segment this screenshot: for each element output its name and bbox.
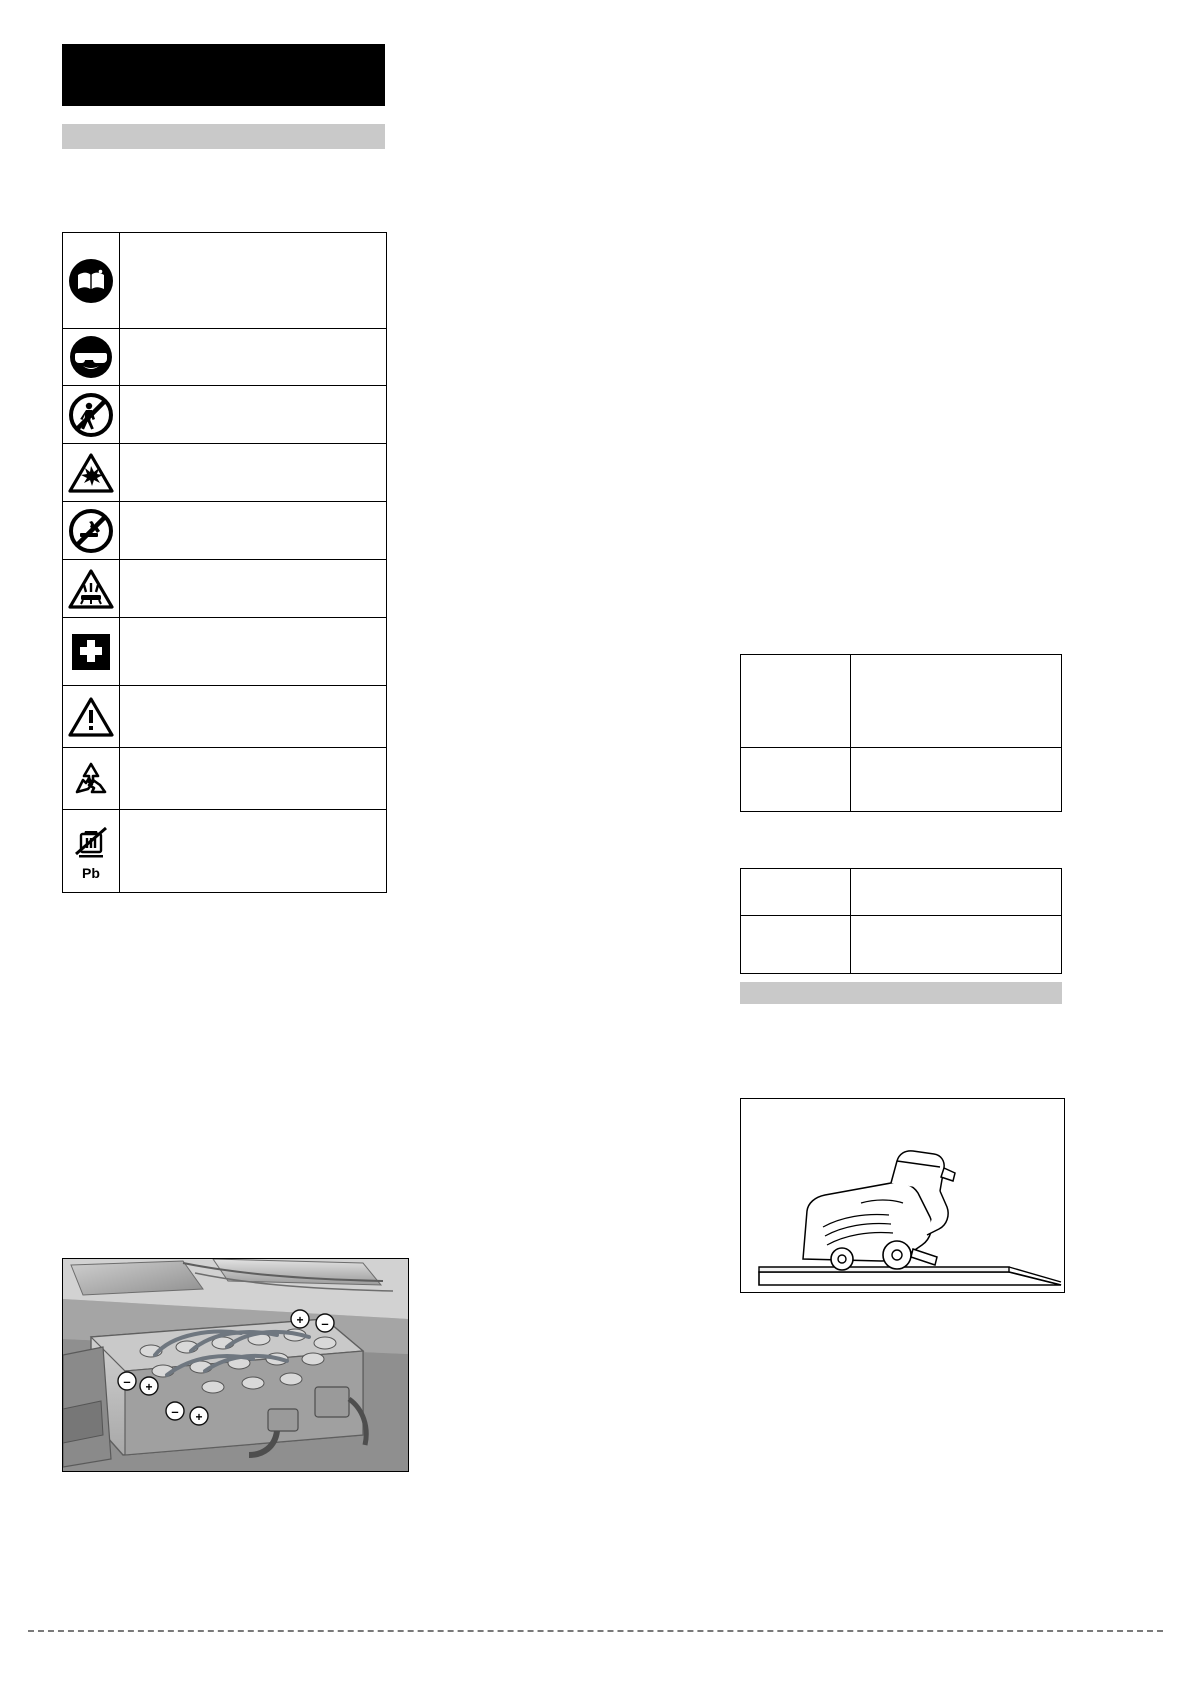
- table-row: [63, 329, 386, 386]
- symbol-cell: [63, 748, 120, 809]
- battery-compartment-photo: [62, 1258, 409, 1472]
- table-cell-label: [741, 916, 851, 973]
- symbol-cell: [63, 618, 120, 685]
- svg-text:–: –: [321, 1316, 329, 1331]
- table-row: [63, 560, 386, 618]
- symbol-cell: [63, 444, 120, 501]
- svg-text:+: +: [296, 1313, 304, 1327]
- weee-crossed-bin-lead-icon: [69, 822, 113, 864]
- symbol-cell: [63, 810, 120, 892]
- symbol-cell: [63, 686, 120, 747]
- no-pedestrians-icon: [69, 393, 113, 437]
- symbol-description: [120, 386, 386, 443]
- table-cell-value: [851, 748, 1061, 811]
- machine-illustration-svg: [741, 1099, 1064, 1292]
- specification-table-1: [740, 654, 1062, 812]
- symbol-description: [120, 686, 386, 747]
- table-row: [63, 386, 386, 444]
- eye-protection-icon: [69, 335, 113, 379]
- lead-label: Pb: [82, 865, 100, 881]
- first-aid-icon: [69, 632, 113, 672]
- table-row: [63, 444, 386, 502]
- symbol-description: [120, 329, 386, 385]
- footer-dashed-rule: [28, 1630, 1163, 1632]
- symbol-description: [120, 748, 386, 809]
- svg-text:–: –: [123, 1374, 131, 1389]
- symbol-description: [120, 233, 386, 328]
- table-row: [63, 618, 386, 686]
- symbol-cell: [63, 233, 120, 328]
- specification-table-2: [740, 868, 1062, 974]
- table-row: [63, 686, 386, 748]
- table-row: [63, 502, 386, 560]
- symbol-description: [120, 444, 386, 501]
- symbol-cell: [63, 386, 120, 443]
- table-cell-value: [851, 655, 1061, 747]
- table-cell-value: [851, 869, 1061, 915]
- symbol-cell: [63, 560, 120, 617]
- svg-text:+: +: [195, 1410, 203, 1424]
- table-row: [63, 748, 386, 810]
- table-cell-label: [741, 655, 851, 747]
- symbol-legend-table: [62, 232, 387, 893]
- open-book-info-icon: [68, 258, 114, 304]
- symbol-cell: [63, 502, 120, 559]
- svg-text:+: +: [145, 1380, 153, 1394]
- corrosive-hazard-icon: [68, 568, 114, 610]
- table-cell-label: [741, 748, 851, 811]
- no-flame-no-smoking-icon: [69, 509, 113, 553]
- general-warning-icon: [68, 696, 114, 738]
- machine-on-ramp-illustration: [740, 1098, 1065, 1293]
- table-row: [741, 655, 1061, 748]
- title-bar: [62, 44, 385, 106]
- table-row: [63, 233, 386, 329]
- table-cell-value: [851, 916, 1061, 973]
- svg-text:–: –: [171, 1404, 179, 1419]
- section-bar-left: [62, 124, 385, 149]
- table-cell-label: [741, 869, 851, 915]
- symbol-description: [120, 560, 386, 617]
- table-row: [741, 916, 1061, 973]
- table-row: [741, 748, 1061, 811]
- symbol-cell: [63, 329, 120, 385]
- explosion-hazard-icon: [68, 452, 114, 494]
- symbol-description: [120, 618, 386, 685]
- recycling-icon: [69, 758, 113, 800]
- table-row: [741, 869, 1061, 916]
- symbol-description: [120, 810, 386, 892]
- table-row: [63, 810, 386, 892]
- battery-photo-svg: [63, 1259, 408, 1471]
- symbol-description: [120, 502, 386, 559]
- section-bar-right: [740, 982, 1062, 1004]
